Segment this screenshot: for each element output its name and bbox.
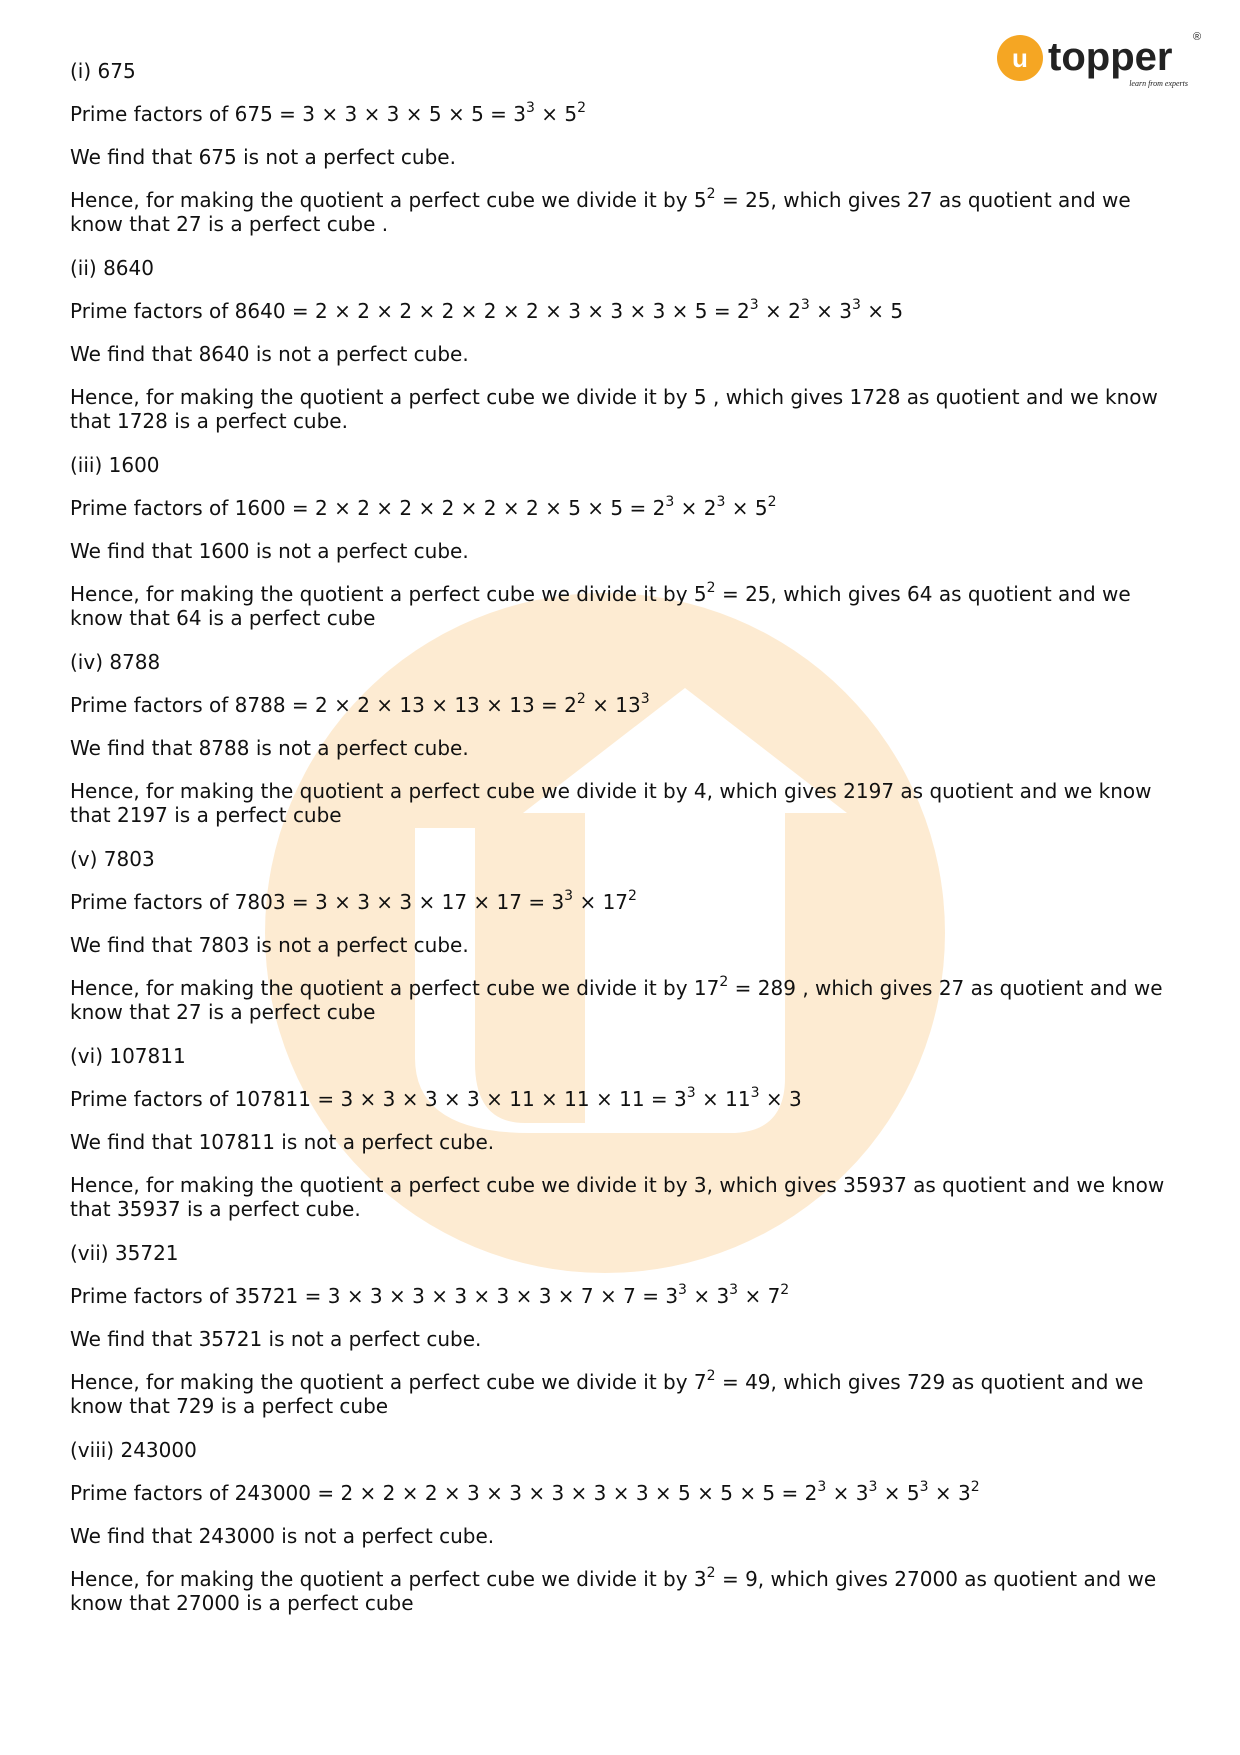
solution-part bbox=[70, 1437, 1180, 1615]
quotient-conclusion bbox=[70, 1173, 1180, 1221]
text-run: × 13 bbox=[585, 693, 641, 717]
text-run: Prime factors of 7803 = 3 × 3 × 3 × 17 × 17 = 3 bbox=[70, 890, 565, 914]
text-run: Hence, for making the quotient a perfect cube we divide it by 4, which gives 2197 as quotient and we know that 2197 is a perfect cube bbox=[70, 779, 1152, 827]
exponent: 2 bbox=[576, 691, 586, 708]
text-run: Hence, for making the quotient a perfect cube we divide it by 7 bbox=[70, 1370, 707, 1394]
prime-factorization bbox=[70, 1284, 1180, 1308]
perfect-cube-statement: We find that 107811 is not a perfect cube. bbox=[70, 1130, 495, 1154]
exponent: 2 bbox=[706, 186, 716, 203]
exponent: 3 bbox=[716, 494, 726, 511]
exponent: 3 bbox=[564, 888, 574, 905]
text-run: Hence, for making the quotient a perfect cube we divide it by 5 bbox=[70, 188, 707, 212]
exponent: 2 bbox=[970, 1479, 980, 1496]
exponent: 3 bbox=[817, 1479, 827, 1496]
part-label: (vi) 107811 bbox=[70, 1044, 186, 1068]
exponent: 3 bbox=[919, 1479, 929, 1496]
text-run: × 17 bbox=[573, 890, 629, 914]
part-label: (vii) 35721 bbox=[70, 1241, 179, 1265]
perfect-cube-statement: We find that 243000 is not a perfect cube. bbox=[70, 1524, 495, 1548]
quotient-conclusion bbox=[70, 188, 1180, 236]
perfect-cube-statement: We find that 8640 is not a perfect cube. bbox=[70, 342, 469, 366]
exponent: 3 bbox=[678, 1282, 687, 1299]
text-run: × 5 bbox=[725, 496, 768, 520]
text-run: = 289 , which gives 27 as quotient and we know that 27 is a perfect cube bbox=[70, 976, 1163, 1024]
text-run: Prime factors of 1600 = 2 × 2 × 2 × 2 × 2 × 2 × 5 × 5 = 2 bbox=[70, 496, 666, 520]
prime-factorization bbox=[70, 1481, 1180, 1505]
text-run: × 3 bbox=[686, 1284, 730, 1308]
solution-part bbox=[70, 452, 1180, 630]
prime-factorization bbox=[70, 299, 1180, 323]
quotient-conclusion bbox=[70, 1567, 1180, 1615]
text-run: Hence, for making the quotient a perfect cube we divide it by 3 bbox=[70, 1567, 707, 1591]
perfect-cube-statement: We find that 7803 is not a perfect cube. bbox=[70, 933, 469, 957]
perfect-cube-statement: We find that 35721 is not a perfect cube. bbox=[70, 1327, 482, 1351]
text-run: × 7 bbox=[738, 1284, 781, 1308]
text-run: = 49, which gives 729 as quotient and we know that 729 is a perfect cube bbox=[70, 1370, 1144, 1418]
text-run: × 5 bbox=[877, 1481, 920, 1505]
quotient-conclusion bbox=[70, 1370, 1180, 1418]
solution-part bbox=[70, 649, 1180, 827]
solution-part bbox=[70, 846, 1180, 1024]
logo-tagline: learn from experts bbox=[1129, 79, 1188, 88]
text-run: = 25, which gives 27 as quotient and we know that 27 is a perfect cube . bbox=[70, 188, 1131, 236]
text-run: Prime factors of 8640 = 2 × 2 × 2 × 2 × 2 × 2 × 3 × 3 × 3 × 5 = 2 bbox=[70, 299, 750, 323]
exponent: 3 bbox=[868, 1479, 878, 1496]
text-run: × 5 bbox=[534, 102, 578, 126]
quotient-conclusion bbox=[70, 779, 1180, 827]
logo-mark: u bbox=[1012, 43, 1028, 73]
logo-wordmark: topper bbox=[1048, 35, 1173, 79]
part-label: (ii) 8640 bbox=[70, 256, 154, 280]
prime-factorization bbox=[70, 102, 1180, 126]
exponent: 2 bbox=[706, 1368, 716, 1385]
quotient-conclusion bbox=[70, 976, 1180, 1024]
solution-part bbox=[70, 1043, 1180, 1221]
solution-part bbox=[70, 1240, 1180, 1418]
text-run: = 25, which gives 64 as quotient and we know that 64 is a perfect cube bbox=[70, 582, 1131, 630]
logo-registered-mark: ® bbox=[1193, 31, 1202, 43]
prime-factorization bbox=[70, 890, 1180, 914]
perfect-cube-statement: We find that 8788 is not a perfect cube. bbox=[70, 736, 469, 760]
text-run: Prime factors of 35721 = 3 × 3 × 3 × 3 × 3 × 3 × 7 × 7 = 3 bbox=[70, 1284, 679, 1308]
part-label: (viii) 243000 bbox=[70, 1438, 197, 1462]
perfect-cube-statement: We find that 675 is not a perfect cube. bbox=[70, 145, 456, 169]
exponent: 3 bbox=[686, 1085, 696, 1102]
text-run: × 3 bbox=[826, 1481, 869, 1505]
part-label: (iv) 8788 bbox=[70, 650, 161, 674]
topper-logo bbox=[996, 28, 1202, 92]
text-run: × 2 bbox=[674, 496, 717, 520]
exponent: 3 bbox=[851, 297, 861, 314]
part-label: (iii) 1600 bbox=[70, 453, 160, 477]
text-run: × 11 bbox=[695, 1087, 751, 1111]
text-run: Hence, for making the quotient a perfect cube we divide it by 5 bbox=[70, 582, 707, 606]
solution-part bbox=[70, 255, 1180, 433]
exponent: 3 bbox=[729, 1282, 739, 1299]
exponent: 2 bbox=[719, 974, 729, 991]
exponent: 2 bbox=[706, 580, 716, 597]
prime-factorization bbox=[70, 1087, 1180, 1111]
exponent: 3 bbox=[665, 494, 675, 511]
exponent: 2 bbox=[780, 1282, 790, 1299]
exponent: 3 bbox=[526, 100, 535, 117]
text-run: × 3 bbox=[759, 1087, 802, 1111]
text-run: × 3 bbox=[928, 1481, 971, 1505]
exponent: 2 bbox=[628, 888, 637, 905]
exponent: 3 bbox=[749, 297, 759, 314]
exponent: 3 bbox=[800, 297, 810, 314]
prime-factorization bbox=[70, 693, 1180, 717]
perfect-cube-statement: We find that 1600 is not a perfect cube. bbox=[70, 539, 469, 563]
quotient-conclusion bbox=[70, 385, 1180, 433]
text-run: Prime factors of 675 = 3 × 3 × 3 × 5 × 5 = 3 bbox=[70, 102, 526, 126]
text-run: × 2 bbox=[758, 299, 801, 323]
part-label: (v) 7803 bbox=[70, 847, 155, 871]
quotient-conclusion bbox=[70, 582, 1180, 630]
exponent: 3 bbox=[640, 691, 650, 708]
text-run: = 9, which gives 27000 as quotient and we know that 27000 is a perfect cube bbox=[70, 1567, 1157, 1615]
text-run: Prime factors of 243000 = 2 × 2 × 2 × 3 × 3 × 3 × 3 × 3 × 5 × 5 × 5 = 2 bbox=[70, 1481, 818, 1505]
exponent: 2 bbox=[767, 494, 777, 511]
text-run: × 3 bbox=[809, 299, 852, 323]
part-label: (i) 675 bbox=[70, 59, 136, 83]
exponent: 3 bbox=[750, 1085, 760, 1102]
text-run: Prime factors of 8788 = 2 × 2 × 13 × 13 × 13 = 2 bbox=[70, 693, 577, 717]
text-run: × 5 bbox=[860, 299, 904, 323]
exponent: 2 bbox=[706, 1565, 716, 1582]
prime-factorization bbox=[70, 496, 1180, 520]
text-run: Hence, for making the quotient a perfect cube we divide it by 5 , which gives 1728 as quotient and we know that 1728 is a perfect cube. bbox=[70, 385, 1158, 433]
text-run: Prime factors of 107811 = 3 × 3 × 3 × 3 × 11 × 11 × 11 = 3 bbox=[70, 1087, 687, 1111]
exponent: 2 bbox=[577, 100, 587, 117]
text-run: Hence, for making the quotient a perfect cube we divide it by 3, which gives 35937 as quotient and we know that 35937 is a perfect cube. bbox=[70, 1173, 1165, 1221]
text-run: Hence, for making the quotient a perfect cube we divide it by 17 bbox=[70, 976, 720, 1000]
